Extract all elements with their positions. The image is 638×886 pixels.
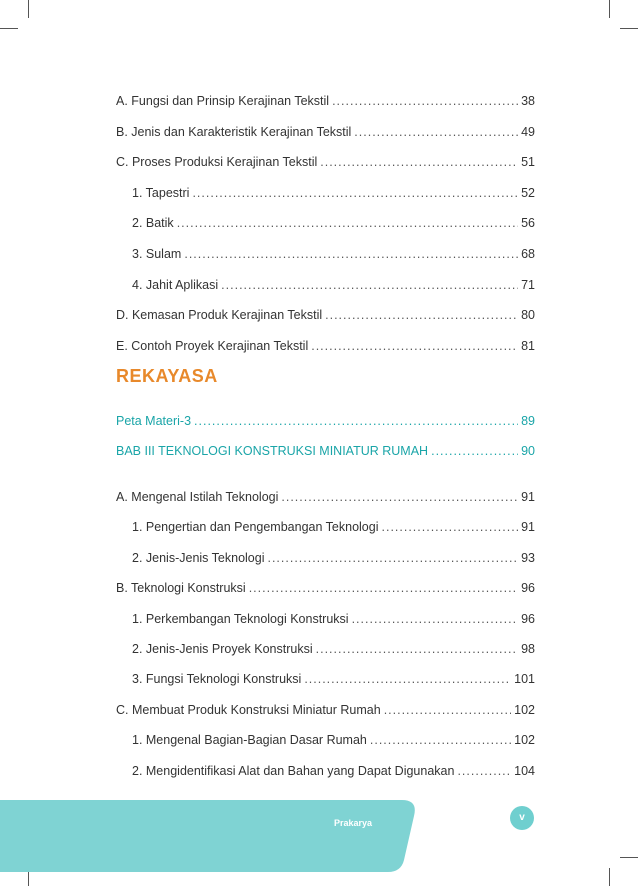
page-number-badge: v — [510, 806, 534, 830]
toc-leader-dots — [316, 642, 518, 656]
toc-entry-page: 91 — [521, 520, 535, 535]
toc-leader-dots — [311, 339, 518, 353]
toc-entry-label: E. Contoh Proyek Kerajinan Tekstil — [116, 338, 309, 353]
section-title: REKAYASA — [116, 366, 218, 386]
toc-entry-label: A. Fungsi dan Prinsip Kerajinan Tekstil — [116, 94, 330, 108]
toc-entry-page: 102 — [514, 702, 535, 717]
toc-entry — [116, 444, 535, 462]
toc-leader-dots — [194, 414, 518, 428]
toc-entry-label: A. Mengenal Istilah Teknologi — [116, 490, 279, 504]
toc-entry-page: 68 — [521, 247, 535, 261]
toc-entry-page: 51 — [521, 155, 535, 170]
toc-entry-page: 104 — [514, 763, 535, 778]
toc-entry-page: 96 — [521, 611, 535, 626]
toc-entry-page: 56 — [521, 216, 535, 231]
toc-entry-page: 96 — [521, 581, 535, 596]
toc-entry-page: 101 — [514, 672, 535, 687]
toc-entry-label: 3. Sulam — [132, 247, 182, 261]
toc-entry-label: 2. Batik — [132, 216, 174, 231]
toc-entry-label: D. Kemasan Produk Kerajinan Tekstil — [116, 308, 323, 323]
toc-leader-dots — [221, 278, 518, 292]
toc-entry — [116, 125, 535, 143]
toc-entry — [132, 551, 535, 569]
toc-entry-page: 38 — [521, 94, 535, 108]
toc-entry — [132, 520, 535, 538]
toc-entry — [132, 186, 535, 204]
toc-entry-label: Peta Materi-3 — [116, 414, 192, 428]
toc-entry-label: 1. Pengertian dan Pengembangan Teknologi — [132, 520, 379, 535]
toc-entry — [132, 278, 535, 296]
toc-entry-label: 3. Fungsi Teknologi Konstruksi — [132, 672, 302, 687]
toc-leader-dots — [304, 672, 511, 686]
toc-entry-label: BAB III TEKNOLOGI KONSTRUKSI MINIATUR RUMAH — [116, 444, 429, 458]
toc-entry-label: B. Jenis dan Karakteristik Kerajinan Tekstil — [116, 124, 352, 139]
toc-entry-label: 2. Jenis-Jenis Teknologi — [132, 550, 265, 565]
toc-entry — [132, 764, 535, 782]
toc-entry-label: 4. Jahit Aplikasi — [132, 277, 219, 292]
toc-leader-dots — [320, 155, 518, 169]
toc-entry-page: 93 — [521, 550, 535, 565]
toc-entry-page: 52 — [521, 185, 535, 200]
toc-entry-page: 89 — [521, 414, 535, 428]
toc-entry-page: 91 — [521, 490, 535, 504]
toc-entry-label: C. Proses Produksi Kerajinan Tekstil — [116, 155, 318, 170]
toc-entry — [132, 672, 535, 690]
crop-mark — [0, 28, 18, 29]
toc-entry — [116, 414, 535, 432]
toc-entry — [132, 216, 535, 234]
toc-entry-page: 80 — [521, 308, 535, 323]
toc-entry-label: 1. Tapestri — [132, 185, 190, 200]
toc-entry-label: 2. Jenis-Jenis Proyek Konstruksi — [132, 642, 313, 656]
toc-entry-label: B. Teknologi Konstruksi — [116, 581, 246, 596]
toc-leader-dots — [370, 733, 511, 747]
toc-entry-page: 71 — [521, 277, 535, 292]
toc-leader-dots — [267, 551, 518, 565]
toc-entry-page: 98 — [521, 642, 535, 656]
toc-leader-dots — [431, 444, 518, 458]
toc-entry — [116, 155, 535, 173]
toc-entry-label: 1. Mengenal Bagian-Bagian Dasar Rumah — [132, 733, 367, 748]
toc-leader-dots — [249, 581, 518, 595]
toc-entry-page: 102 — [514, 733, 535, 748]
toc-entry — [116, 308, 535, 326]
toc-entry-page: 90 — [521, 444, 535, 458]
toc-leader-dots — [457, 764, 511, 778]
footer-band — [0, 800, 418, 872]
toc-entry — [132, 733, 535, 751]
toc-entry-page: 49 — [521, 124, 535, 139]
toc-entry-page: 81 — [521, 338, 535, 353]
toc-entry — [116, 94, 535, 112]
toc-leader-dots — [384, 703, 511, 717]
toc-leader-dots — [192, 186, 518, 200]
toc-entry — [116, 703, 535, 721]
crop-mark — [609, 0, 610, 18]
toc-entry-label: 2. Mengidentifikasi Alat dan Bahan yang Dapat Digunakan — [132, 763, 455, 778]
toc-entry-label: C. Membuat Produk Konstruksi Miniatur Rumah — [116, 702, 381, 717]
toc-entry — [132, 642, 535, 660]
toc-entry — [116, 490, 535, 508]
crop-mark — [620, 857, 638, 858]
toc-entry — [132, 612, 535, 630]
crop-mark — [620, 28, 638, 29]
toc-leader-dots — [325, 308, 518, 322]
toc-leader-dots — [281, 490, 518, 504]
toc-leader-dots — [354, 125, 518, 139]
toc-leader-dots — [177, 216, 518, 230]
crop-mark — [609, 868, 610, 886]
toc-leader-dots — [184, 247, 518, 261]
toc-entry — [116, 339, 535, 357]
toc-entry — [116, 581, 535, 599]
toc-leader-dots — [382, 520, 519, 534]
crop-mark — [28, 0, 29, 18]
toc-entry-label: 1. Perkembangan Teknologi Konstruksi — [132, 611, 349, 626]
toc-entry — [132, 247, 535, 265]
toc-leader-dots — [352, 612, 519, 626]
toc-leader-dots — [332, 94, 518, 108]
footer-book-title: Prakarya — [334, 818, 373, 828]
